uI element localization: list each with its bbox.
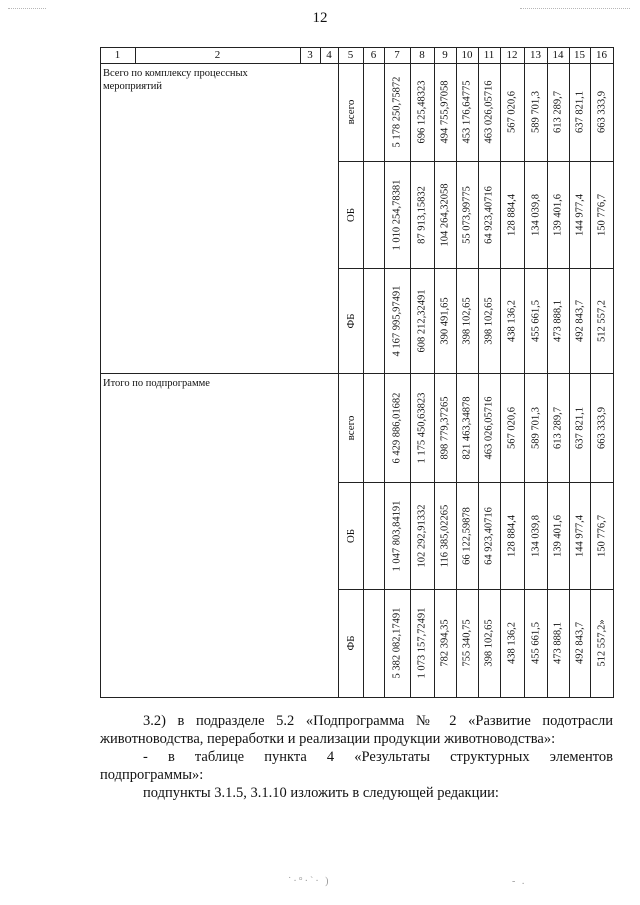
column-header-15: 15 bbox=[574, 49, 585, 61]
paragraph-table-ref-line1: - в таблице пункта 4 «Результаты структурных элементов bbox=[143, 749, 613, 765]
column-header-5: 5 bbox=[347, 49, 354, 61]
paragraph-item-3-2-line1: 3.2) в подразделе 5.2 «Подпрограмма № 2 «Развитие подотрасли bbox=[143, 713, 613, 729]
scan-dots-top-right bbox=[520, 8, 630, 9]
scan-mark-bottom-right: - . bbox=[512, 876, 527, 887]
column-header-1: 1 bbox=[114, 49, 121, 61]
column-header-11: 11 bbox=[483, 49, 495, 61]
column-header-14: 14 bbox=[552, 49, 564, 61]
column-header-7: 7 bbox=[394, 49, 400, 61]
column-header-10: 10 bbox=[461, 49, 473, 61]
group-title-subprogram: Итого по подпрограмме bbox=[103, 378, 210, 389]
column-header-13: 13 bbox=[530, 49, 541, 61]
column-header-3: 3 bbox=[307, 49, 313, 61]
paragraph-table-ref-line2: подпрограммы»: bbox=[100, 767, 204, 783]
page-number: 12 bbox=[312, 10, 328, 26]
scan-mark-bottom: ˙·°·ˋ· ) bbox=[288, 876, 331, 887]
column-header-16: 16 bbox=[596, 49, 607, 61]
group-title-processes: Всего по комплексу процессных мероприятий bbox=[103, 68, 248, 92]
scan-dots-top-left bbox=[8, 8, 46, 9]
column-header-9: 9 bbox=[442, 49, 448, 61]
column-header-6: 6 bbox=[370, 49, 377, 61]
column-header-2: 2 bbox=[214, 49, 221, 61]
paragraph-subitems: подпункты 3.1.5, 3.1.10 изложить в следующей редакции: bbox=[143, 785, 499, 801]
column-header-8: 8 bbox=[419, 49, 425, 61]
paragraph-item-3-2-line2: животноводства, переработки и реализации продукции животноводства»: bbox=[100, 731, 556, 747]
column-header-12: 12 bbox=[506, 49, 518, 61]
column-header-4: 4 bbox=[326, 49, 332, 61]
